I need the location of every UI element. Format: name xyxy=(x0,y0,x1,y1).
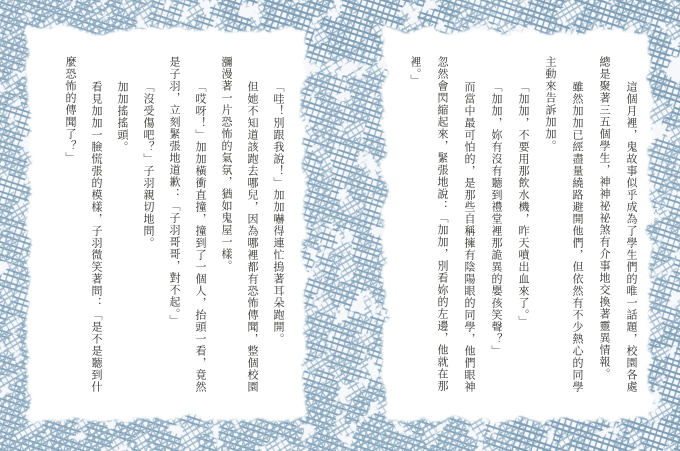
text-column: 「加加，不要用那飲水機，昨天噴出血來了。」 xyxy=(517,81,529,328)
text-column: 但她不知道該跑去哪兒，因為哪裡都有恐怖傳聞，整個校園 xyxy=(246,81,258,393)
text-column: 裡。」 xyxy=(409,56,421,87)
text-column: 是子羽，立刻緊張地道歉：「子羽哥哥，對不起。」 xyxy=(168,56,180,327)
chevron-up-icon: ∧ xyxy=(653,207,659,216)
left-page-number-marker xyxy=(20,211,26,238)
text-column: 雖然加加已經盡量繞路避開他們，但依然有不少熱心的同學 xyxy=(571,81,583,393)
page-number: 8 xyxy=(653,217,659,225)
text-column: 麼恐怖的傳聞了？」 xyxy=(64,56,76,164)
text-column: 加加搖搖頭。 xyxy=(116,81,128,153)
text-column: 這個月裡，鬼故事似乎成為了學生們的唯一話題，校園各處 xyxy=(625,81,637,393)
page-number: 2 xyxy=(20,220,26,228)
text-column: 看見加加一臉慌張的模樣，子羽微笑著問：「是不是聽到什 xyxy=(90,81,102,393)
text-column: 「沒受傷吧？」子羽親切地問。 xyxy=(142,81,154,249)
text-column: 「哎呀！」加加橫衝直撞，撞到了一個人，抬頭一看，竟然 xyxy=(194,81,206,393)
text-column: 「哇！別跟我說！」加加嚇得連忙摀著耳朵跑開。 xyxy=(272,81,284,345)
text-column: 忽然會閃縮起來，緊張地說：「加加，別看妳的左邊，他就在那 xyxy=(436,56,448,392)
text-column: 主動來告訴加加。 xyxy=(544,56,556,152)
right-page-text xyxy=(401,56,644,404)
chevron-down-icon: ∨ xyxy=(653,226,659,235)
left-page-text xyxy=(57,56,291,404)
right-page-number-marker xyxy=(653,208,659,235)
chevron-up-icon: ∧ xyxy=(20,210,26,219)
text-column: 總是聚著三五個學生，神神祕祕煞有介事地交換著靈異情報。 xyxy=(598,56,610,380)
text-column: 瀰漫著一片恐怖的氣氛，猶如鬼屋一樣。 xyxy=(220,56,232,272)
text-column: 而當中最可怕的，是那些自稱擁有陰陽眼的同學，他們眼神 xyxy=(463,81,475,393)
text-column: 「加加，妳有沒有聽到禮堂裡那詭異的嬰孩笑聲？」 xyxy=(490,81,502,357)
chevron-down-icon: ∨ xyxy=(20,229,26,238)
